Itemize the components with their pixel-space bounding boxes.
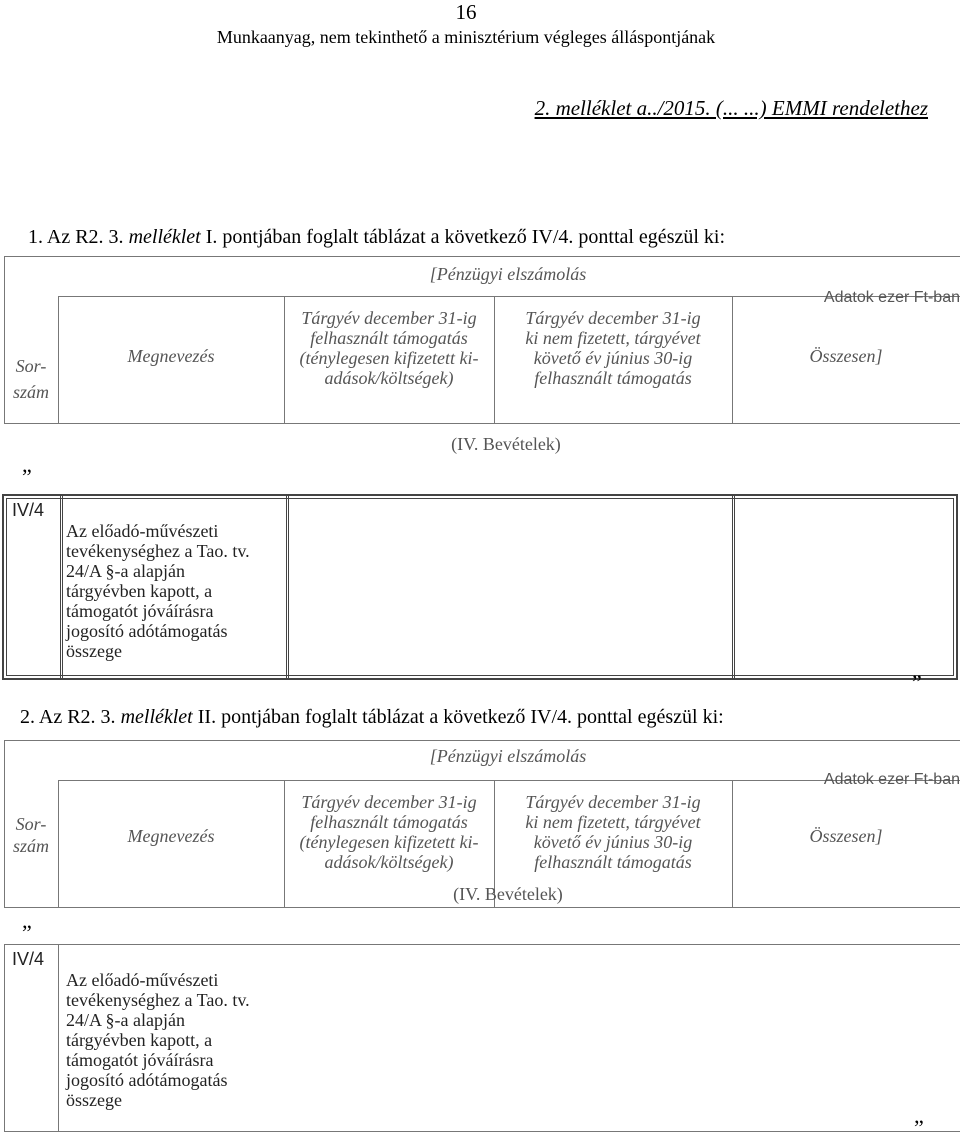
page-number: 16 (455, 0, 477, 24)
financial-settlement-label: [Pénzügyi elszámolás (429, 264, 587, 284)
section-1-intro: 1. Az R2. 3. melléklet I. pontjában foglalt táblázat a következő IV/4. ponttal egészül ki: (28, 226, 726, 248)
col-sorszam-header: Sor- szám (12, 814, 49, 856)
section-1-open-quote: „ (22, 452, 32, 477)
col-megnevezes-header: Megnevezés (127, 346, 215, 366)
col-unpaid-header: Tárgyév december 31-ig ki nem fizetett, tárgyévet követő év június 30-ig felhasznált támogatás (525, 308, 701, 388)
section-1-revenue-label: (IV. Bevételek) (451, 434, 561, 454)
draft-notice: Munkaanyag, nem tekinthető a minisztérium végleges álláspontjának (216, 27, 716, 47)
section-2-intro: 2. Az R2. 3. melléklet II. pontjában foglalt táblázat a következő IV/4. ponttal egészül ki: (20, 706, 724, 728)
col-unpaid-header: Tárgyév december 31-ig ki nem fizetett, tárgyévet követő év június 30-ig felhasznált támogatás (525, 792, 701, 872)
section-1-data-row (2, 494, 958, 680)
section-2-close-quote: ” (914, 1115, 924, 1140)
row-id: IV/4 (12, 500, 45, 520)
section-2-data-row (4, 944, 960, 1132)
col-total-header: Összesen] (809, 346, 883, 366)
col-total-header: Összesen] (809, 826, 883, 846)
section-2-revenue-label: (IV. Bevételek) (453, 884, 563, 904)
row-name: Az előadó-művészeti tevékenységhez a Tao. tv. 24/A §-a alapján tárgyévben kapott, a támogatót jóváírásra jogosító adótámogatás összege (66, 521, 250, 661)
unit-label: Adatok ezer Ft-ban (823, 771, 960, 788)
section-2-header-table (4, 740, 960, 908)
row-name: Az előadó-művészeti tevékenységhez a Tao. tv. 24/A §-a alapján tárgyévben kapott, a támogatót jóváírásra jogosító adótámogatás összege (66, 970, 250, 1110)
section-2-open-quote: „ (22, 908, 32, 933)
col-megnevezes-header: Megnevezés (127, 826, 215, 846)
col-spent-header: Tárgyév december 31-ig felhasznált támogatás (ténylegesen kifizetett ki- adások/költségek) (299, 308, 479, 388)
col-spent-header: Tárgyév december 31-ig felhasznált támogatás (ténylegesen kifizetett ki- adások/költségek) (299, 792, 479, 872)
col-sorszam-header: Sor- szám (12, 356, 49, 402)
financial-settlement-label: [Pénzügyi elszámolás (429, 746, 587, 766)
annex-title: 2. melléklet a../2015. (... ...) EMMI rendelethez (534, 96, 928, 120)
section-1-header-table (4, 256, 960, 424)
unit-label: Adatok ezer Ft-ban (823, 289, 960, 306)
row-id: IV/4 (12, 949, 45, 969)
section-1-close-quote: ” (912, 670, 922, 695)
